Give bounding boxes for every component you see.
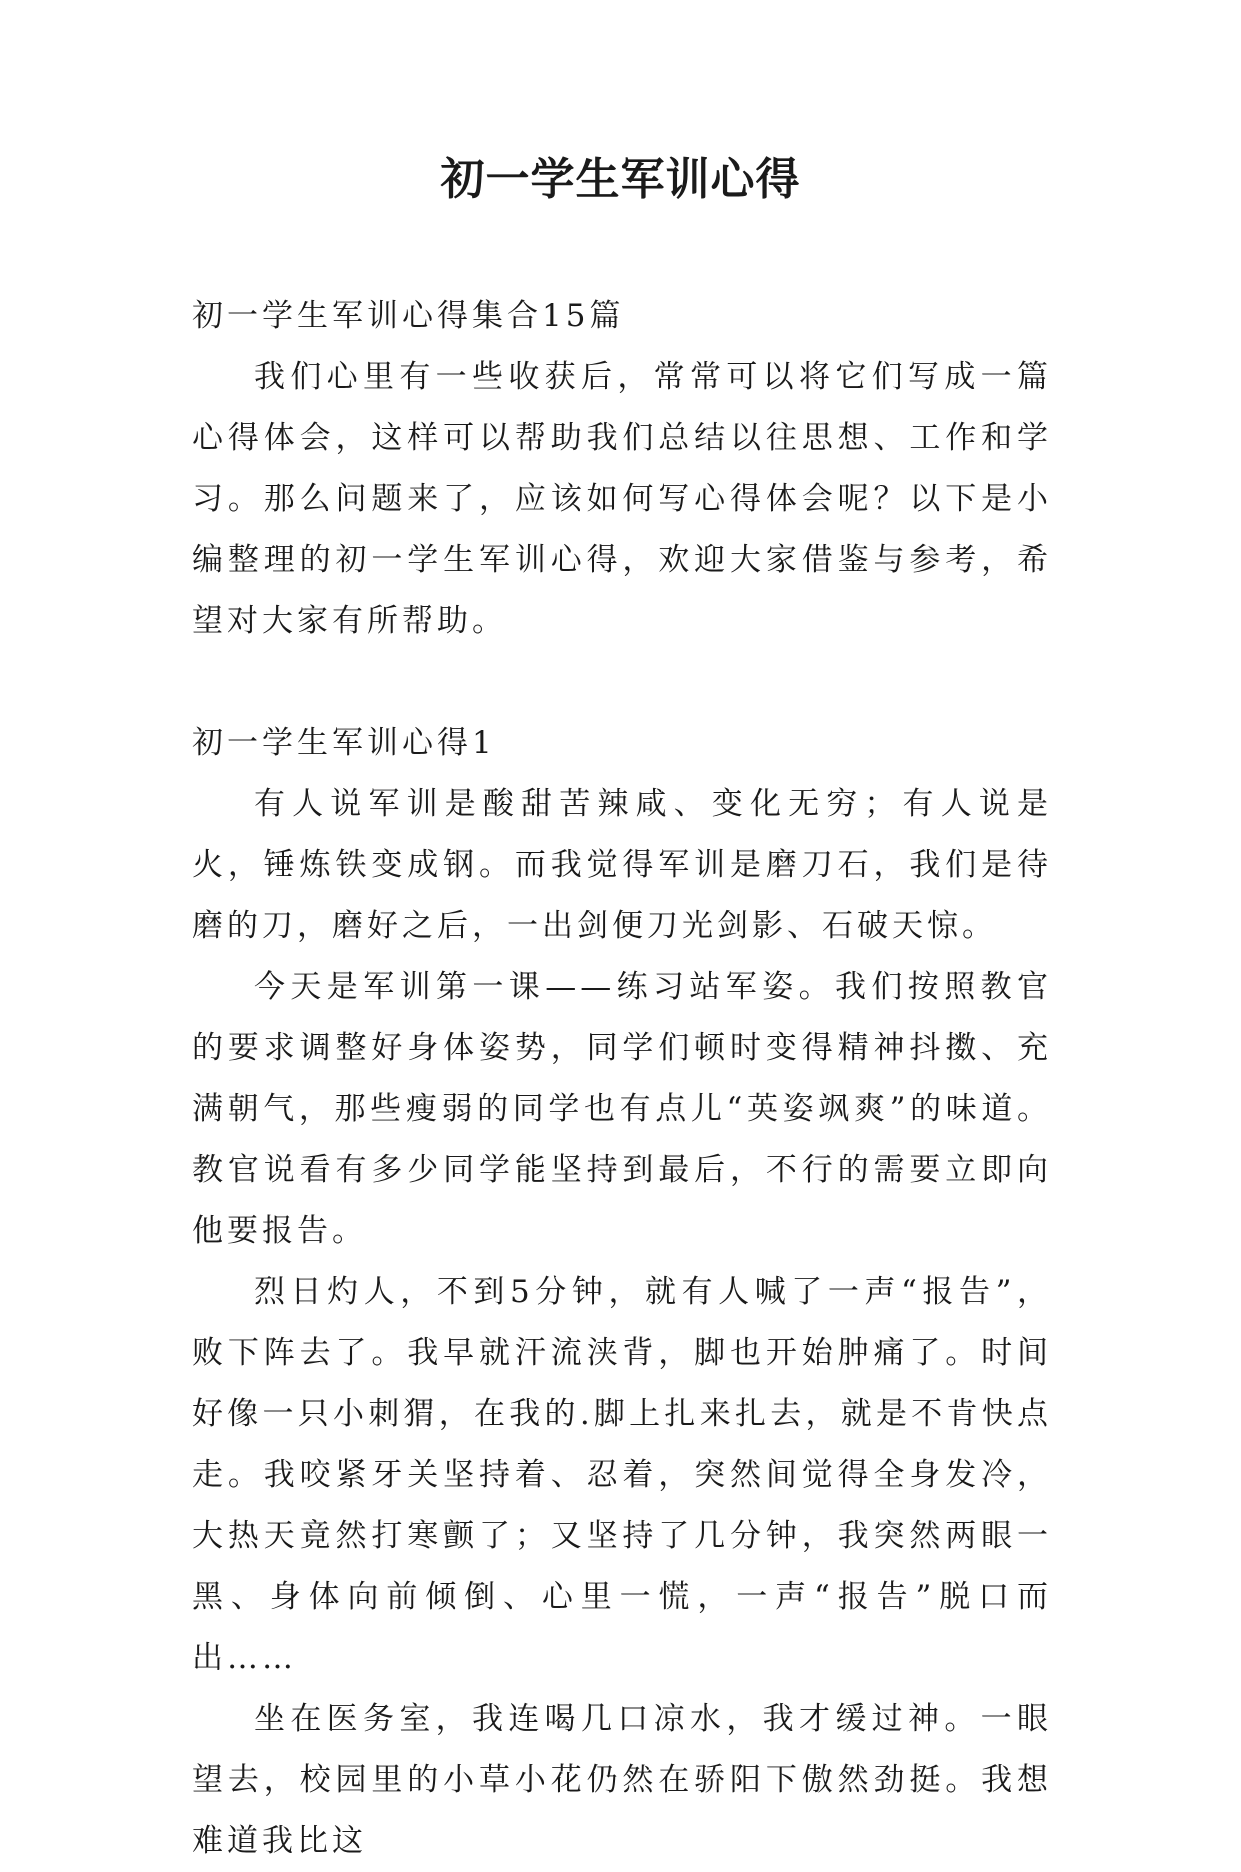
document-subtitle: 初一学生军训心得集合15篇 xyxy=(192,298,625,334)
document-body xyxy=(192,286,1052,1872)
section-spacer xyxy=(192,652,1052,713)
body-paragraph: 烈日灼人，不到5分钟，就有人喊了一声“报告”，败下阵去了。我早就汗流浃背，脚也开始肿痛了。时间好像一只小刺猬，在我的.脚上扎来扎去，就是不肯快点走。我咬紧牙关坚持着、忍着，突然间觉得全身发冷，大热天竟然打寒颤了；又坚持了几分钟，我突然两眼一黑、身体向前倾倒、心里一慌，一声“报告”脱口而出…… xyxy=(192,1274,1052,1676)
document-title: 初一学生军训心得 xyxy=(440,154,801,205)
body-paragraph: 有人说军训是酸甜苦辣咸、变化无穷；有人说是火，锤炼铁变成钢。而我觉得军训是磨刀石，我们是待磨的刀，磨好之后，一出剑便刀光剑影、石破天惊。 xyxy=(192,786,1052,944)
body-paragraph: 坐在医务室，我连喝几口凉水，我才缓过神。一眼望去，校园里的小草小花仍然在骄阳下傲然劲挺。我想难道我比这 xyxy=(192,1701,1052,1859)
body-paragraph: 今天是军训第一课——练习站军姿。我们按照教官的要求调整好身体姿势，同学们顿时变得精神抖擞、充满朝气，那些瘦弱的同学也有点儿“英姿飒爽”的味道。教官说看有多少同学能坚持到最后，不行的需要立即向他要报告。 xyxy=(192,969,1052,1249)
section-heading: 初一学生军训心得1 xyxy=(192,725,496,761)
intro-paragraph: 我们心里有一些收获后，常常可以将它们写成一篇心得体会，这样可以帮助我们总结以往思想、工作和学习。那么问题来了，应该如何写心得体会呢？以下是小编整理的初一学生军训心得，欢迎大家借鉴与参考，希望对大家有所帮助。 xyxy=(192,359,1052,639)
